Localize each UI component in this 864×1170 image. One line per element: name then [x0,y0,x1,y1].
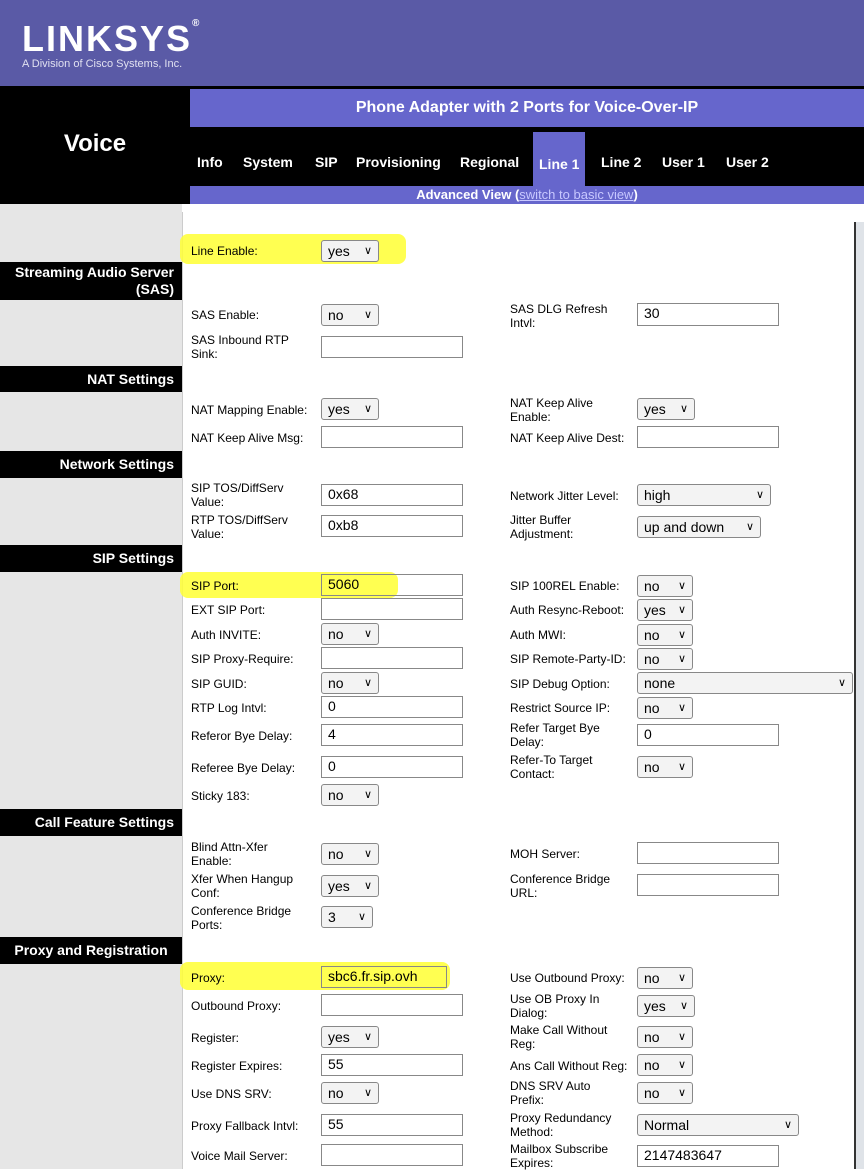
tab-sip[interactable]: SIP [315,154,338,170]
remote-party-select[interactable]: no ∨ [637,648,693,670]
sip-100rel-select[interactable]: no ∨ [637,575,693,597]
jitter-level-select[interactable]: high ∨ [637,484,771,506]
tab-line-2[interactable]: Line 2 [601,154,642,170]
nat-ka-msg-input[interactable] [321,426,463,448]
proxy-require-input[interactable] [321,647,463,669]
jitter-adj-select[interactable]: up and down ∨ [637,516,761,538]
referee-bye-label: Referee Bye Delay: [191,761,296,775]
rtp-log-label: RTP Log Intvl: [191,701,267,715]
call-wo-reg-select[interactable]: no ∨ [637,1026,693,1048]
auth-invite-select[interactable]: no ∨ [321,623,379,645]
proxy-require-label: SIP Proxy-Require: [191,652,294,666]
section-proxy: Proxy and Registration [0,937,182,964]
tab-system[interactable]: System [243,154,293,170]
fallback-input[interactable]: 55 [321,1114,463,1136]
vm-server-input[interactable] [321,1144,463,1166]
xfer-hangup-label: Xfer When Hangup Conf: [191,872,294,900]
sip-guid-select[interactable]: no ∨ [321,672,379,694]
rtp-tos-input[interactable]: 0xb8 [321,515,463,537]
refer-target-bye-input[interactable]: 0 [637,724,779,746]
proxy-label: Proxy: [191,971,226,985]
auth-mwi-select[interactable]: no ∨ [637,624,693,646]
rtp-tos-label: RTP TOS/DiffServ Value: [191,513,288,541]
nat-ka-msg-label: NAT Keep Alive Msg: [191,431,304,445]
fallback-label: Proxy Fallback Intvl: [191,1119,299,1133]
jitter-level-label: Network Jitter Level: [510,489,619,503]
reg-expires-input[interactable]: 55 [321,1054,463,1076]
redundancy-select[interactable]: Normal ∨ [637,1114,799,1136]
xfer-hangup-select[interactable]: yes ∨ [321,875,379,897]
sip-debug-select[interactable]: none ∨ [637,672,853,694]
tab-regional[interactable]: Regional [460,154,520,170]
sidebar [0,204,182,1169]
use-ob-proxy-label: Use Outbound Proxy: [510,971,625,985]
sip-tos-label: SIP TOS/DiffServ Value: [191,481,284,509]
view-label: Advanced View [416,187,512,202]
nat-ka-enable-select[interactable]: yes ∨ [637,398,695,420]
ob-proxy-input[interactable] [321,994,463,1016]
nat-map-label: NAT Mapping Enable: [191,403,308,417]
ext-sip-port-input[interactable] [321,598,463,620]
section-nat: NAT Settings [0,366,182,392]
refer-to-target-select[interactable]: no ∨ [637,756,693,778]
rtp-log-input[interactable]: 0 [321,696,463,718]
sip-tos-input[interactable]: 0x68 [321,484,463,506]
referor-bye-label: Referor Bye Delay: [191,729,293,743]
section-header-box [0,86,190,204]
line-enable-select[interactable]: yes ∨ [321,240,379,262]
sip-100rel-label: SIP 100REL Enable: [510,579,620,593]
conf-url-label: Conference Bridge URL: [510,872,611,900]
referee-bye-input[interactable]: 0 [321,756,463,778]
conf-ports-label: Conference Bridge Ports: [191,904,292,932]
auth-mwi-label: Auth MWI: [510,628,567,642]
section-sip: SIP Settings [0,545,182,572]
restrict-ip-select[interactable]: no ∨ [637,697,693,719]
section-call-feature: Call Feature Settings [0,809,182,836]
nat-map-select[interactable]: yes ∨ [321,398,379,420]
tab-provisioning[interactable]: Provisioning [356,154,441,170]
dns-prefix-label: DNS SRV Auto Prefix: [510,1079,591,1107]
ob-in-dialog-select[interactable]: yes ∨ [637,995,695,1017]
referor-bye-input[interactable]: 4 [321,724,463,746]
conf-url-input[interactable] [637,874,779,896]
ob-in-dialog-label: Use OB Proxy In Dialog: [510,992,600,1020]
linksys-logo: LINKSYS® [22,18,202,59]
mailbox-exp-label: Mailbox Subscribe Expires: [510,1142,609,1170]
ext-sip-port-label: EXT SIP Port: [191,603,266,617]
sas-enable-label: SAS Enable: [191,308,260,322]
jitter-adj-label: Jitter Buffer Adjustment: [510,513,574,541]
scrollbar-edge [854,222,864,1169]
line-enable-label: Line Enable: [191,244,258,258]
sas-dlg-label: SAS DLG Refresh Intvl: [510,302,608,330]
nat-ka-dest-input[interactable] [637,426,779,448]
ans-wo-reg-select[interactable]: no ∨ [637,1054,693,1076]
remote-party-label: SIP Remote-Party-ID: [510,652,626,666]
switch-view-link[interactable]: switch to basic view [519,187,634,202]
sip-port-input[interactable]: 5060 [321,574,463,596]
sip-port-label: SIP Port: [191,579,239,593]
auth-invite-label: Auth INVITE: [191,628,262,642]
brand-subtitle: A Division of Cisco Systems, Inc. [22,58,183,70]
conf-ports-select[interactable]: 3 ∨ [321,906,373,928]
dns-srv-select[interactable]: no ∨ [321,1082,379,1104]
tab-line-1[interactable]: Line 1 [533,132,585,186]
product-title: Phone Adapter with 2 Ports for Voice-Over-IP [190,89,864,127]
redundancy-label: Proxy Redundancy Method: [510,1111,612,1139]
vm-server-label: Voice Mail Server: [191,1149,288,1163]
blind-xfer-select[interactable]: no ∨ [321,843,379,865]
call-wo-reg-label: Make Call Without Reg: [510,1023,608,1051]
refer-target-bye-label: Refer Target Bye Delay: [510,721,600,749]
section-network: Network Settings [0,451,182,478]
dns-prefix-select[interactable]: no ∨ [637,1082,693,1104]
ob-proxy-label: Outbound Proxy: [191,999,282,1013]
refer-to-target-label: Refer-To Target Contact: [510,753,593,781]
proxy-input[interactable]: sbc6.fr.sip.ovh [321,966,447,988]
sas-dlg-input[interactable]: 30 [637,303,779,326]
section-sas: Streaming Audio Server (SAS) [0,262,182,300]
page-title: Voice [63,130,127,157]
reg-expires-label: Register Expires: [191,1059,283,1073]
dns-srv-label: Use DNS SRV: [191,1087,272,1101]
ans-wo-reg-label: Ans Call Without Reg: [510,1059,628,1073]
auth-resync-label: Auth Resync-Reboot: [510,603,625,617]
moh-server-label: MOH Server: [510,847,581,861]
nat-ka-dest-label: NAT Keep Alive Dest: [510,431,625,445]
sticky-183-label: Sticky 183: [191,789,250,803]
blind-xfer-label: Blind Attn-Xfer Enable: [191,840,268,868]
moh-server-input[interactable] [637,842,779,864]
sas-rtp-input[interactable] [321,336,463,358]
register-select[interactable]: yes ∨ [321,1026,379,1048]
sip-guid-label: SIP GUID: [191,677,247,691]
sas-enable-select[interactable]: no ∨ [321,304,379,326]
use-ob-proxy-select[interactable]: no ∨ [637,967,693,989]
tab-info[interactable]: Info [197,154,223,170]
mailbox-exp-input[interactable]: 2147483647 [637,1145,779,1167]
sip-debug-label: SIP Debug Option: [510,677,610,691]
nat-ka-enable-label: NAT Keep Alive Enable: [510,396,593,424]
sas-rtp-label: SAS Inbound RTP Sink: [191,333,289,361]
register-label: Register: [191,1031,240,1045]
restrict-ip-label: Restrict Source IP: [510,701,611,715]
tab-user-2[interactable]: User 2 [726,154,769,170]
tab-user-1[interactable]: User 1 [662,154,705,170]
sticky-183-select[interactable]: no ∨ [321,784,379,806]
auth-resync-select[interactable]: yes ∨ [637,599,693,621]
view-bar: Advanced View (switch to basic view) [190,186,864,204]
